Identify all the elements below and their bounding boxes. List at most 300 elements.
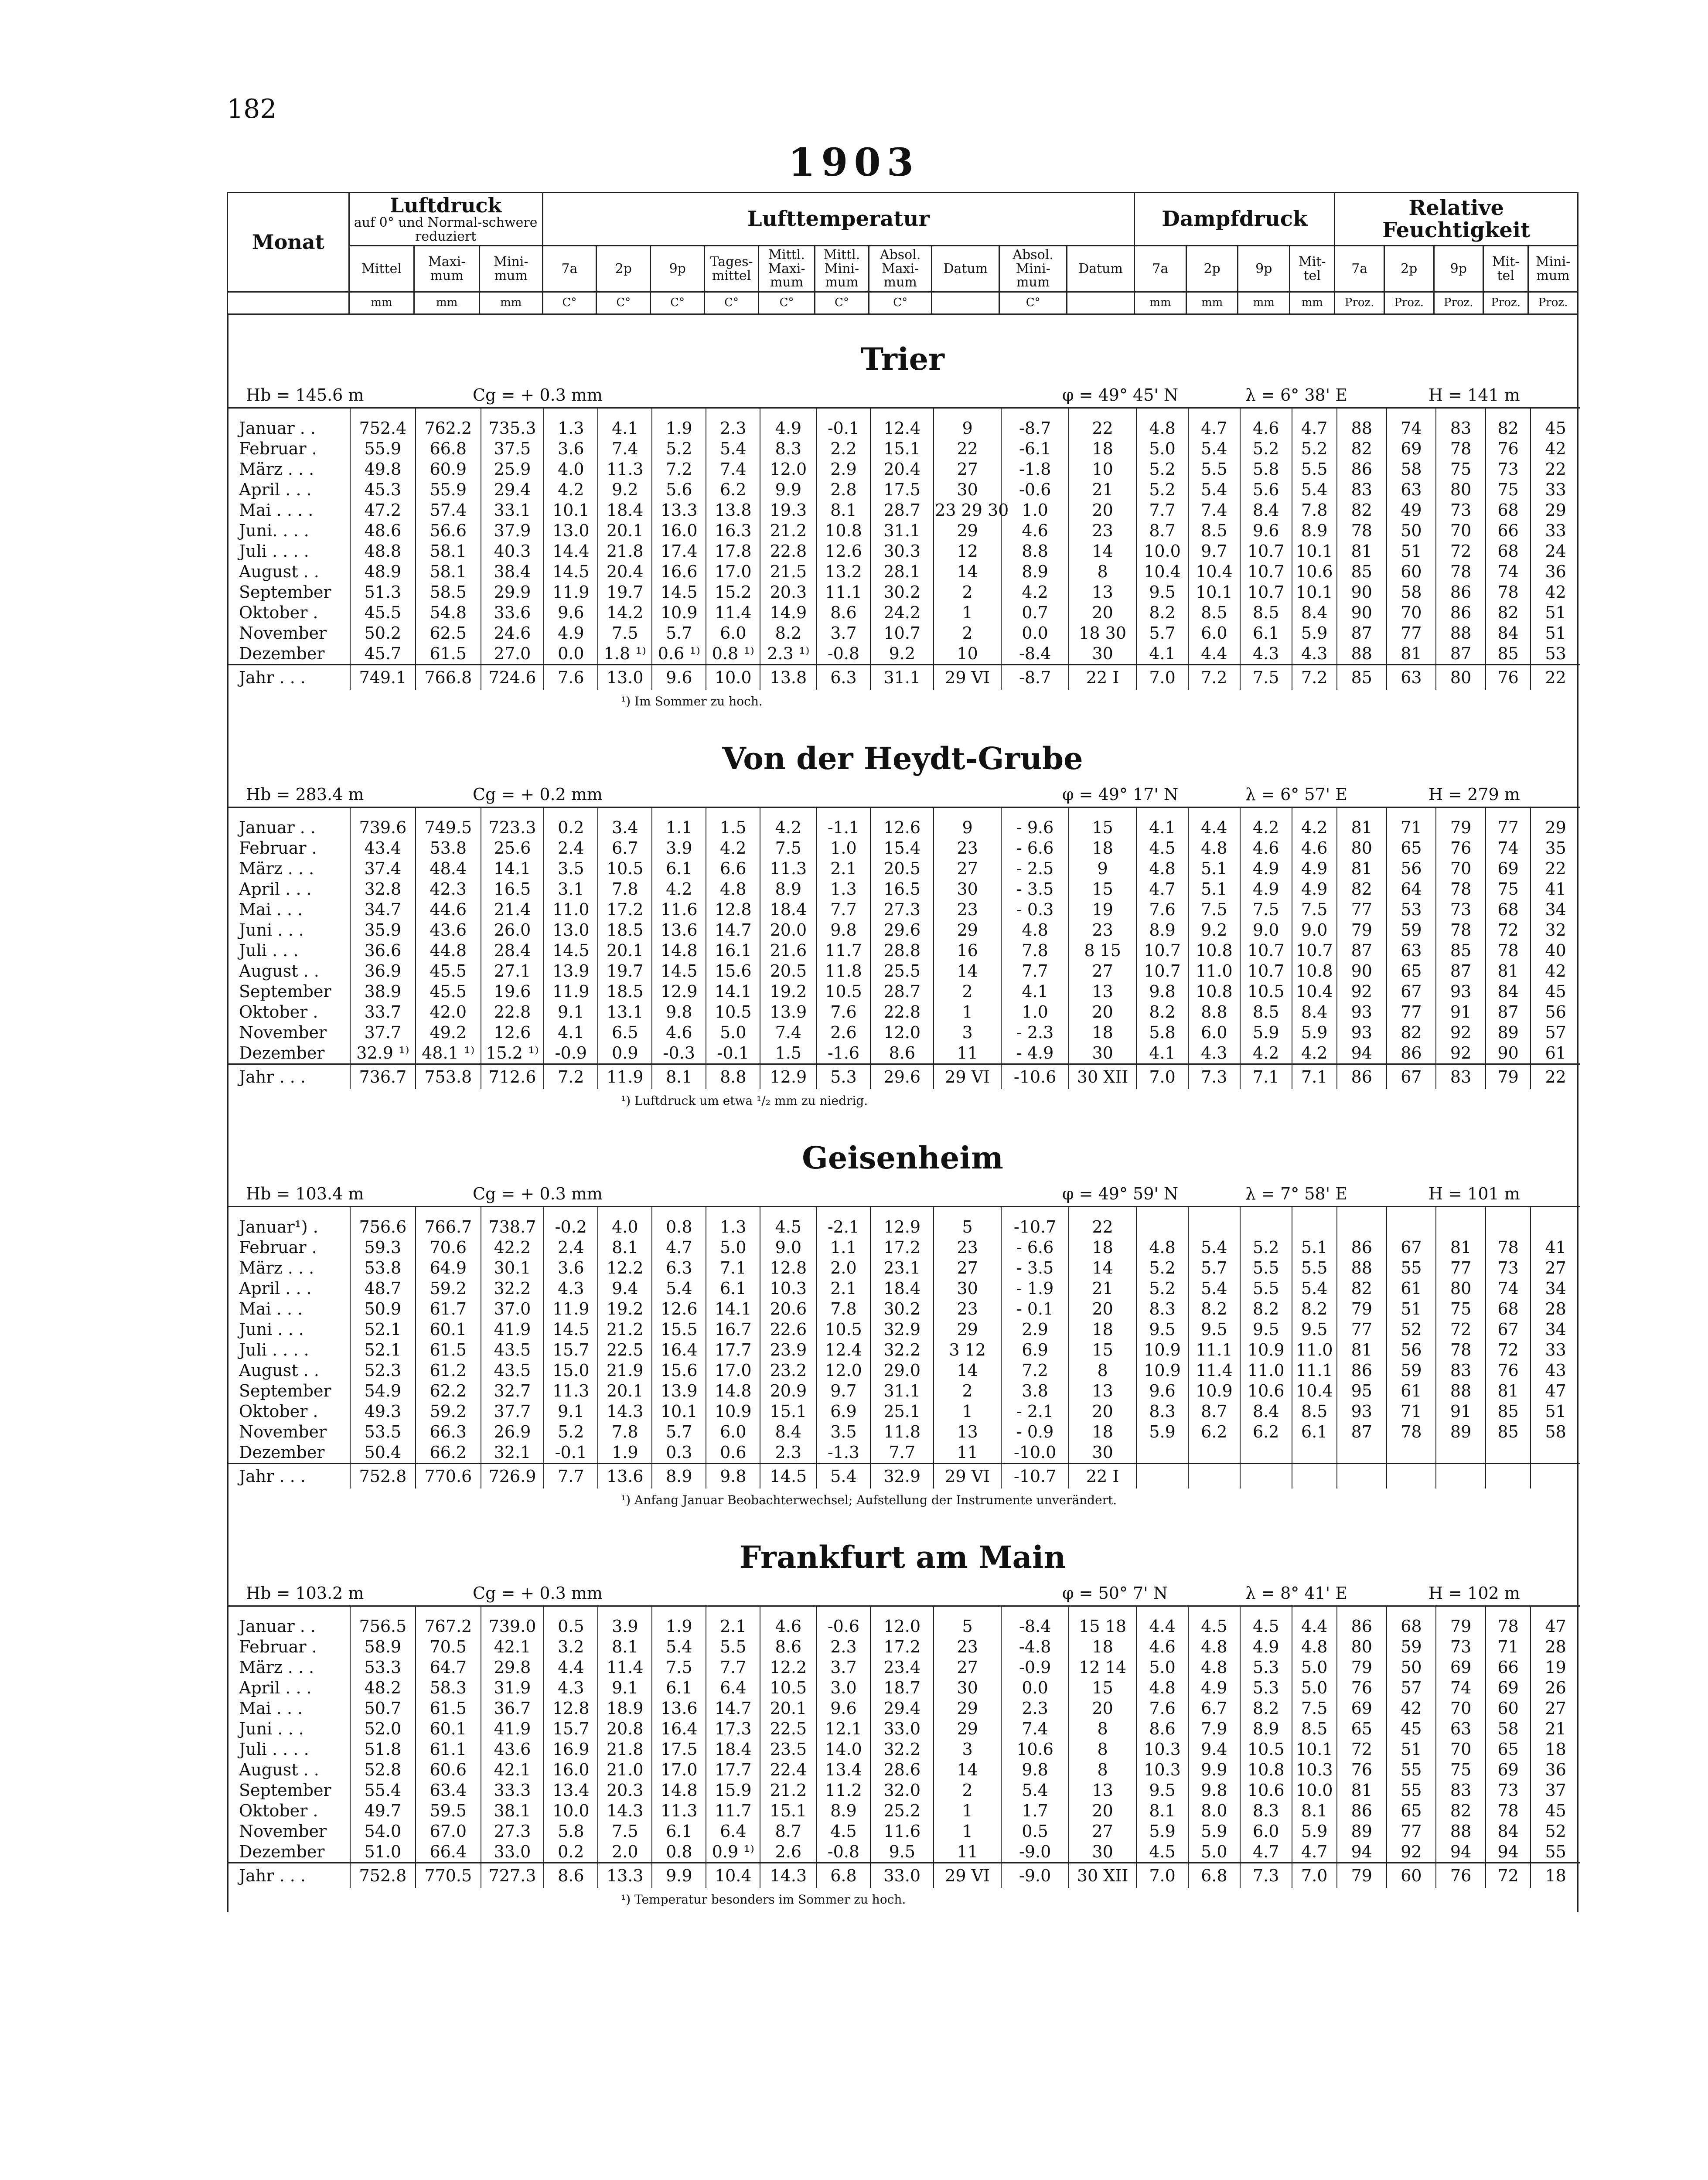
value-cell: 5.9 [1136,1422,1188,1442]
value-cell: - 2.3 [1001,1022,1069,1043]
value-cell: 8.3 [1136,1299,1188,1319]
dampfdruck-col-header: 2p [1186,246,1238,292]
spacer-cell [1069,1606,1136,1616]
value-cell: 86 [1436,603,1486,623]
value-cell: 10.8 [1188,940,1240,961]
station-hb: Hb = 145.6 m [246,385,364,405]
value-cell: 72 [1486,920,1531,940]
value-cell: 51.8 [350,1739,416,1760]
value-cell: 32.1 [481,1442,544,1464]
month-label: Oktober . [239,1002,318,1022]
value-cell: 1.3 [706,1217,760,1237]
value-cell: 27 [1531,1258,1580,1278]
value-cell: 72 [1337,1739,1387,1760]
value-cell: 2.9 [816,459,870,480]
value-cell: 83 [1337,480,1387,500]
value-cell: 72 [1436,1319,1486,1340]
value-cell: 45.5 [416,981,481,1002]
value-cell: 7.8 [1001,940,1069,961]
value-cell: 1.5 [706,818,760,838]
value-cell: 30 [1069,1442,1136,1464]
value-cell: 23 [934,838,1001,858]
month-label: Dezember [239,644,325,663]
value-cell: 81 [1486,1381,1531,1401]
value-cell [1136,1442,1188,1464]
value-cell: 24 [1531,541,1580,562]
value-cell: 5.6 [652,480,706,500]
value-cell: 51 [1531,603,1580,623]
value-cell: 42.2 [481,1237,544,1258]
value-cell: 50.4 [350,1442,416,1464]
value-cell: 29 VI [934,664,1001,690]
month-label: Juni. . . . [239,521,309,540]
value-cell: 22 I [1069,1463,1136,1489]
value-cell: 8.9 [816,1801,870,1821]
value-cell: 27 [934,459,1001,480]
unit-row [228,292,1578,314]
month-row [228,1217,1580,1237]
value-cell: -8.7 [1001,664,1069,690]
value-cell: 9.6 [816,1698,870,1719]
value-cell: 1 [934,1401,1001,1422]
value-cell: 22 [1069,1217,1136,1237]
value-cell: 5.0 [1188,1842,1240,1863]
value-cell: - 4.9 [1001,1043,1069,1064]
value-cell: 86 [1337,1616,1387,1637]
value-cell: 1.9 [598,1442,652,1464]
value-cell: - 3.5 [1001,1258,1069,1278]
unit-cell: mm [1186,292,1238,314]
station-latitude: φ = 50° 7' N [1062,1583,1168,1603]
month-label: Dezember [239,1842,325,1861]
value-cell: 15 [1069,879,1136,899]
value-cell: 29 VI [934,1064,1001,1089]
value-cell: 6.9 [1001,1340,1069,1360]
value-cell: 7.2 [1292,664,1337,690]
value-cell: 6.0 [1188,623,1240,644]
value-cell: 10.4 [1136,562,1188,582]
spacer-cell [1188,1606,1240,1616]
value-cell [1486,1463,1531,1489]
value-cell: 7.5 [652,1657,706,1678]
value-cell: 2.3 [760,1442,816,1464]
value-cell: 5.5 [1240,1278,1292,1299]
value-cell: 4.7 [1136,879,1188,899]
value-cell: 10.4 [1292,981,1337,1002]
value-cell: 79 [1486,1064,1531,1089]
value-cell: 58 [1486,1719,1531,1739]
dampfdruck-col-header: 7a [1135,246,1186,292]
value-cell: 93 [1337,1002,1387,1022]
value-cell: 7.3 [1188,1064,1240,1089]
month-label: August . . [239,1760,319,1779]
month-label: Juli . . . [239,940,299,960]
value-cell: 78 [1486,1616,1531,1637]
value-cell: 64 [1387,879,1436,899]
value-cell: 15.0 [544,1360,598,1381]
value-cell: 51.3 [350,582,416,603]
value-cell: -8.4 [1001,1616,1069,1637]
value-cell: 18 [1069,1422,1136,1442]
value-cell: 25.2 [870,1801,934,1821]
value-cell: 26 [1531,1678,1580,1698]
value-cell: 19.7 [598,582,652,603]
value-cell: 6.1 [706,1278,760,1299]
value-cell: 1 [934,1002,1001,1022]
value-cell: 1.8 ¹⁾ [598,644,652,665]
value-cell: 79 [1337,920,1387,940]
feuchtigkeit-col-header: 7a [1335,246,1384,292]
value-cell: 27.1 [481,961,544,981]
value-cell: 11.2 [816,1780,870,1801]
value-cell: 66 [1486,1657,1531,1678]
value-cell: 65 [1337,1719,1387,1739]
value-cell: 64.7 [416,1657,481,1678]
value-cell: 14.5 [760,1463,816,1489]
value-cell: 5.6 [1240,480,1292,500]
value-cell: 45.5 [416,961,481,981]
value-cell: 72 [1486,1863,1531,1888]
value-cell: 2 [934,1381,1001,1401]
value-cell: 13.1 [598,1002,652,1022]
value-cell: 14 [1069,1258,1136,1278]
value-cell: 85 [1486,1422,1531,1442]
value-cell: 4.5 [1240,1616,1292,1637]
value-cell: 32.9 [870,1319,934,1340]
value-cell: 37.5 [481,439,544,459]
value-cell: 26.0 [481,920,544,940]
unit-spacer [228,292,349,314]
value-cell: 75 [1436,1760,1486,1780]
value-cell: 76 [1486,439,1531,459]
spacer-cell [1188,807,1240,818]
value-cell: 5.9 [1292,1821,1337,1842]
value-cell: 16.5 [481,879,544,899]
value-cell: 49.8 [350,459,416,480]
value-cell: 15.7 [544,1719,598,1739]
value-cell: 9.9 [652,1863,706,1888]
month-label: November [239,1821,327,1841]
value-cell: 32.9 ¹⁾ [350,1043,416,1064]
value-cell: 16.4 [652,1340,706,1360]
value-cell: 11.6 [652,899,706,920]
value-cell: 13.3 [598,1863,652,1888]
value-cell: 21.2 [598,1319,652,1340]
value-cell [1387,1217,1436,1237]
value-cell: 92 [1387,1842,1436,1863]
value-cell: 8.1 [598,1237,652,1258]
value-cell: 87 [1337,940,1387,961]
value-cell: 4.1 [598,418,652,439]
unit-cell: Proz. [1384,292,1434,314]
value-cell: 79 [1337,1657,1387,1678]
value-cell: 11.3 [760,858,816,879]
value-cell: 1 [934,1801,1001,1821]
value-cell: 83 [1436,1064,1486,1089]
value-cell: 60.9 [416,459,481,480]
value-cell: 94 [1436,1842,1486,1863]
value-cell: 7.8 [598,879,652,899]
value-cell: 5.5 [1292,1258,1337,1278]
value-cell: 70 [1436,858,1486,879]
feuchtigkeit-col-header: Mini-mum [1528,246,1578,292]
spacer-cell [1387,807,1436,818]
value-cell: 32.0 [870,1780,934,1801]
value-cell: 30 [1069,644,1136,665]
value-cell: 15 [1069,1678,1136,1698]
spacer-cell [1240,807,1292,818]
value-cell: 15.5 [652,1319,706,1340]
value-cell: 5.5 [706,1637,760,1657]
value-cell: 8.6 [544,1863,598,1888]
value-cell: 9.1 [598,1678,652,1698]
value-cell: 24.2 [870,603,934,623]
unit-cell: C° [705,292,759,314]
value-cell: 9 [934,818,1001,838]
value-cell: 11.1 [1188,1340,1240,1360]
value-cell: 13.6 [652,920,706,940]
value-cell: 5.9 [1240,1022,1292,1043]
value-cell: 6.6 [706,858,760,879]
value-cell: 37.9 [481,521,544,541]
value-cell: 5.4 [1001,1780,1069,1801]
value-cell: 21.9 [598,1360,652,1381]
value-cell: 76 [1436,838,1486,858]
value-cell: 61 [1387,1278,1436,1299]
station-meta [228,380,1577,407]
value-cell: 4.5 [1188,1616,1240,1637]
value-cell: 29.9 [481,582,544,603]
value-cell: 83 [1436,418,1486,439]
value-cell: 9.5 [1136,582,1188,603]
value-cell: 8.9 [1292,521,1337,541]
value-cell: 11.4 [598,1657,652,1678]
value-cell: 42 [1531,439,1580,459]
month-row [228,1821,1580,1842]
value-cell: 17.2 [598,899,652,920]
value-cell: 4.3 [544,1678,598,1698]
value-cell: 85 [1486,1401,1531,1422]
station-table [228,1206,1580,1489]
value-cell: 80 [1436,1278,1486,1299]
value-cell: 92 [1436,1022,1486,1043]
month-row [228,818,1580,838]
value-cell: 8.4 [1240,1401,1292,1422]
value-cell: 14.5 [544,1319,598,1340]
value-cell: 78 [1486,1801,1531,1821]
value-cell: 2.1 [816,858,870,879]
value-cell: 4.8 [1188,1637,1240,1657]
value-cell: 77 [1486,818,1531,838]
value-cell: 4.2 [706,838,760,858]
value-cell: 9.5 [1188,1319,1240,1340]
spacer-cell [350,1206,416,1217]
value-cell: -0.8 [816,1842,870,1863]
spacer-cell [228,1606,350,1616]
value-cell: 48.9 [350,562,416,582]
value-cell: 0.9 ¹⁾ [706,1842,760,1863]
month-label: Juni . . . [239,1319,304,1339]
value-cell: 1 [934,1821,1001,1842]
value-cell: 63 [1436,1719,1486,1739]
value-cell: 14.3 [598,1401,652,1422]
value-cell: 78 [1486,1237,1531,1258]
value-cell: 2.3 ¹⁾ [760,644,816,665]
value-cell: 2.3 [706,418,760,439]
value-cell: 8.6 [816,603,870,623]
value-cell: 7.7 [816,899,870,920]
unit-cell: C° [597,292,651,314]
spacer-cell [1387,408,1436,418]
value-cell: 15.7 [544,1340,598,1360]
value-cell: 14.5 [652,961,706,981]
value-cell: 0.7 [1001,603,1069,623]
value-cell: 5.0 [706,1237,760,1258]
value-cell: 2.0 [598,1842,652,1863]
value-cell: 0.6 [706,1442,760,1464]
value-cell: 24.6 [481,623,544,644]
month-row [228,1698,1580,1719]
value-cell: 6.4 [706,1678,760,1698]
value-cell: 29.6 [870,920,934,940]
value-cell: 34 [1531,1278,1580,1299]
value-cell: 55.4 [350,1780,416,1801]
value-cell: 17.0 [652,1760,706,1780]
spacer-cell [228,408,350,418]
value-cell: 2 [934,981,1001,1002]
value-cell: 766.7 [416,1217,481,1237]
value-cell: 10.3 [1136,1739,1188,1760]
value-cell: 11.0 [544,899,598,920]
value-cell: 5 [934,1616,1001,1637]
spacer-cell [706,1206,760,1217]
spacer-cell [416,807,481,818]
value-cell: 19.2 [760,981,816,1002]
value-cell: 33.0 [481,1842,544,1863]
value-cell: 752.4 [350,418,416,439]
value-cell: 92 [1436,1043,1486,1064]
value-cell: 65 [1486,1739,1531,1760]
value-cell: 11.8 [816,961,870,981]
value-cell: 4.8 [1136,1237,1188,1258]
value-cell: 10.1 [1188,582,1240,603]
lufttemperatur-col-header: 9p [651,246,705,292]
month-row [228,562,1580,582]
value-cell: 9.2 [598,480,652,500]
lufttemperatur-col-header: Datum [1067,246,1135,292]
value-cell: 40 [1531,940,1580,961]
spacer-cell [1240,1206,1292,1217]
station-cg: Cg = + 0.3 mm [473,385,603,405]
value-cell: 44.6 [416,899,481,920]
spacer-cell [350,408,416,418]
value-cell: 73 [1436,1637,1486,1657]
value-cell: 28.6 [870,1760,934,1780]
value-cell: 8.5 [1188,521,1240,541]
value-cell: 49 [1387,500,1436,521]
value-cell: 18 [1069,1237,1136,1258]
month-row [228,521,1580,541]
value-cell: 23.9 [760,1340,816,1360]
month-row [228,858,1580,879]
value-cell: 12.9 [760,1064,816,1089]
value-cell: -0.1 [706,1043,760,1064]
value-cell: 12.8 [544,1698,598,1719]
value-cell: 8.1 [1136,1801,1188,1821]
value-cell: 15.1 [870,439,934,459]
month-label: April . . . [239,1678,312,1697]
value-cell: 50.7 [350,1698,416,1719]
value-cell: -8.7 [1001,418,1069,439]
value-cell: 10.5 [598,858,652,879]
value-cell: 19 [1531,1657,1580,1678]
value-cell: 21.8 [598,541,652,562]
value-cell: 8.2 [1292,1299,1337,1319]
month-row [228,838,1580,858]
month-row [228,1657,1580,1678]
value-cell: 58.1 [416,562,481,582]
value-cell: 738.7 [481,1217,544,1237]
value-cell: 67 [1486,1319,1531,1340]
value-cell: 7.4 [1188,500,1240,521]
value-cell: 4.4 [544,1657,598,1678]
value-cell: 4.6 [652,1022,706,1043]
value-cell: 11.0 [1292,1340,1337,1360]
value-cell: 27 [934,1258,1001,1278]
value-cell: 11.9 [544,582,598,603]
value-cell: 14 [934,562,1001,582]
value-cell: 8.4 [760,1422,816,1442]
value-cell: 20.1 [598,940,652,961]
value-cell: 17.8 [706,541,760,562]
value-cell: 6.3 [652,1258,706,1278]
value-cell: 2.6 [760,1842,816,1863]
spacer-cell [1001,1606,1069,1616]
value-cell: 13.2 [816,562,870,582]
month-label: Januar . . [239,418,316,438]
value-cell: 15.2 ¹⁾ [481,1043,544,1064]
value-cell: 59.3 [350,1237,416,1258]
station-section [228,1513,1577,1912]
value-cell: 38.4 [481,562,544,582]
value-cell: 56.6 [416,521,481,541]
value-cell: 4.6 [1136,1637,1188,1657]
value-cell: 82 [1436,1801,1486,1821]
month-label: Oktober . [239,603,318,622]
value-cell: 59.2 [416,1278,481,1299]
value-cell: -2.1 [816,1217,870,1237]
value-cell: 58.3 [416,1678,481,1698]
spacer-cell [816,408,870,418]
value-cell: 29 VI [934,1463,1001,1489]
value-cell: 15 [1069,1340,1136,1360]
month-label: November [239,1022,327,1042]
value-cell: 7.7 [706,1657,760,1678]
value-cell: 27.0 [481,644,544,665]
month-row [228,1299,1580,1319]
value-cell [1136,1217,1188,1237]
value-cell: 5.2 [1240,439,1292,459]
value-cell: 22 [934,439,1001,459]
spacer-cell [816,807,870,818]
value-cell: 10.1 [1292,582,1337,603]
value-cell: 5.4 [1188,439,1240,459]
value-cell: 8 [1069,1360,1136,1381]
value-cell: 81 [1337,1780,1387,1801]
spacer-cell [1292,1606,1337,1616]
value-cell: 4.8 [1188,1657,1240,1678]
value-cell: -10.7 [1001,1463,1069,1489]
